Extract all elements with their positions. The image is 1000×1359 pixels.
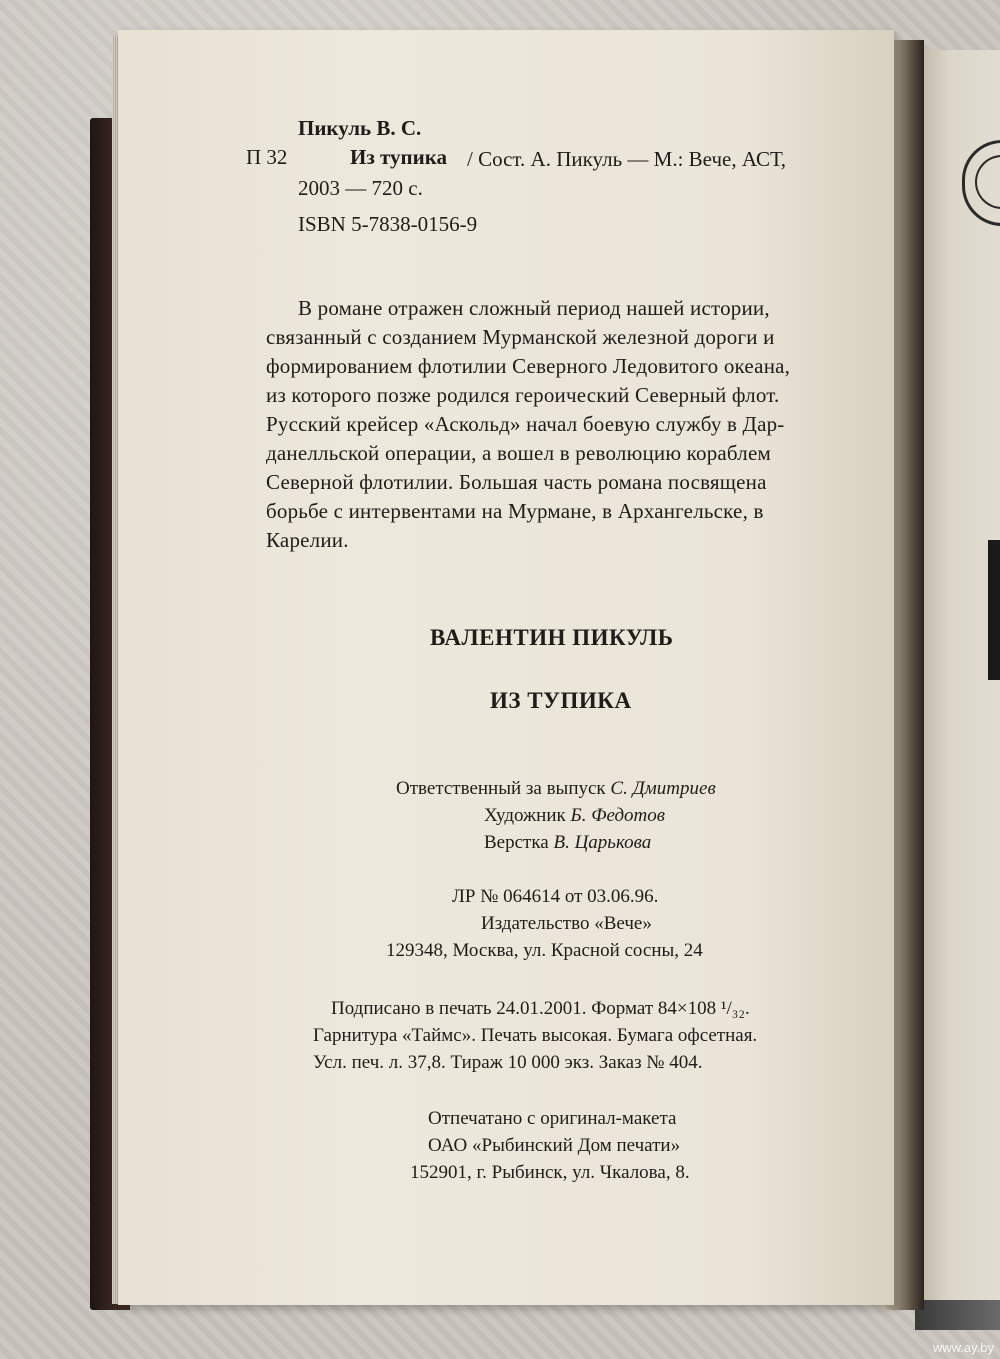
abstract-line: Северной флотилии. Большая часть романа посвящена <box>266 470 767 494</box>
printer-line: Отпечатано с оригинал-макета <box>428 1108 677 1129</box>
catalog-isbn: ISBN 5-7838-0156-9 <box>298 212 478 236</box>
abstract-line: борьбе с интервентами на Мурмане, в Архангельске, в <box>266 499 764 523</box>
license-number: ЛР № 064614 от 03.06.96. <box>452 886 659 907</box>
printer-name: ОАО «Рыбинский Дом печати» <box>428 1135 681 1156</box>
credit-person: В. Царькова <box>553 832 652 853</box>
credit-person: С. Дмитриев <box>610 778 716 799</box>
watermark: www.ay.by <box>932 1340 994 1355</box>
credit-person: Б. Федотов <box>570 805 666 826</box>
abstract-line: связанный с созданием Мурманской железной дороги и <box>266 325 775 349</box>
catalog-author: Пикуль В. С. <box>298 116 422 140</box>
credit-layout <box>484 832 651 854</box>
credit-role: Художник <box>484 805 566 826</box>
catalog-year-pages: 2003 — 720 с. <box>298 176 423 200</box>
catalog-publication: / Сост. А. Пикуль — М.: Вече, АСТ, <box>467 147 786 171</box>
catalog-code: П 32 <box>246 145 288 169</box>
author-name: ВАЛЕНТИН ПИКУЛЬ <box>430 625 674 650</box>
credit-editor <box>396 778 716 800</box>
printer-address: 152901, г. Рыбинск, ул. Чкалова, 8. <box>410 1162 690 1183</box>
book-title: ИЗ ТУПИКА <box>490 688 632 713</box>
facing-page <box>915 50 1000 1310</box>
abstract-line: данелльской операции, а вошел в революцию кораблем <box>266 441 771 465</box>
printing-spec-line: Гарнитура «Таймс». Печать высокая. Бумага офсетная. <box>313 1025 758 1046</box>
printing-spec-line: Усл. печ. л. 37,8. Тираж 10 000 экз. Заказ № 404. <box>313 1052 703 1073</box>
credit-role: Верстка <box>484 832 549 853</box>
catalog-title: Из тупика <box>350 145 448 169</box>
book-binding-corner <box>915 1300 1000 1330</box>
printing-spec-line: Подписано в печать 24.01.2001. Формат 84×108 ¹/₃₂. <box>331 998 750 1019</box>
publisher-name: Издательство «Вече» <box>481 913 652 934</box>
abstract-line: из которого позже родился героический Северный флот. <box>266 383 780 407</box>
credit-artist <box>484 805 665 827</box>
abstract-line: В романе отражен сложный период нашей истории, <box>298 296 770 320</box>
credit-role: Ответственный за выпуск <box>396 778 606 799</box>
publisher-address: 129348, Москва, ул. Красной сосны, 24 <box>386 940 703 961</box>
facing-page-mark <box>988 540 1000 680</box>
abstract-line: Карелии. <box>266 528 349 552</box>
abstract-line: формированием флотилии Северного Ледовитого океана, <box>266 354 791 378</box>
abstract-line: Русский крейсер «Аскольд» начал боевую службу в Дар- <box>266 412 785 436</box>
